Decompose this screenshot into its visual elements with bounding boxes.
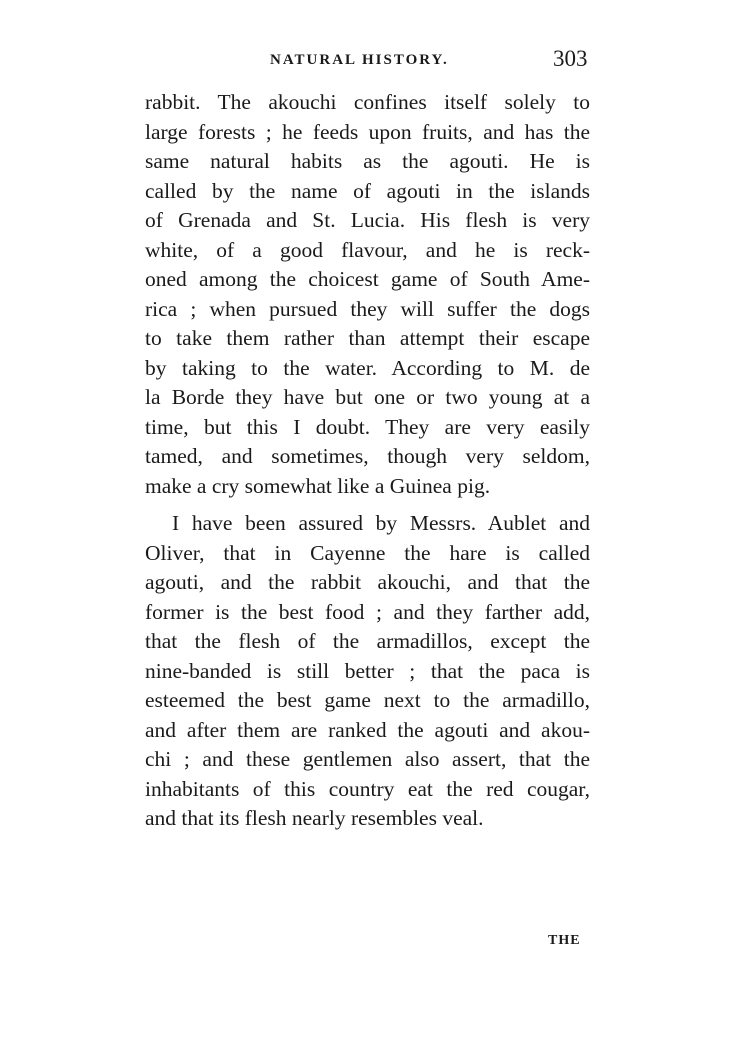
- text-line: and after them are ranked the agouti and akou-: [145, 717, 590, 742]
- text-line: former is the best food ; and they farther add,: [145, 599, 590, 624]
- text-line: la Borde they have but one or two young at a: [145, 385, 590, 409]
- text-line: called by the name of agouti in the islands: [145, 178, 590, 203]
- paragraph-gap: [145, 501, 590, 509]
- text-line: of Grenada and St. Lucia. His flesh is very: [145, 208, 590, 232]
- text-line: large forests ; he feeds upon fruits, and has the: [145, 119, 590, 144]
- text-line: white, of a good flavour, and he is reck-: [145, 237, 590, 262]
- text-line: time, but this I doubt. They are very easily: [145, 414, 590, 439]
- text-line: same natural habits as the agouti. He is: [145, 149, 590, 173]
- text-line: and that its flesh nearly resembles veal.: [145, 806, 484, 830]
- text-line: that the flesh of the armadillos, except the: [145, 629, 590, 653]
- body-text: [145, 88, 590, 834]
- text-line: make a cry somewhat like a Guinea pig.: [145, 473, 491, 498]
- running-head: NATURAL HISTORY.: [270, 52, 449, 68]
- catchword: THE: [548, 933, 581, 948]
- text-line: Oliver, that in Cayenne the hare is called: [145, 540, 590, 565]
- text-line: I have been assured by Messrs. Aublet and: [172, 511, 590, 535]
- text-line: inhabitants of this country eat the red cougar,: [145, 776, 590, 801]
- text-line: to take them rather than attempt their escape: [145, 326, 590, 350]
- paragraph-1: [145, 88, 590, 501]
- page-number: 303: [553, 46, 588, 71]
- paragraph-2: [145, 509, 590, 834]
- text-line: agouti, and the rabbit akouchi, and that the: [145, 570, 590, 594]
- text-line: chi ; and these gentlemen also assert, that the: [145, 747, 590, 771]
- text-line: rica ; when pursued they will suffer the dogs: [145, 296, 590, 321]
- text-line: tamed, and sometimes, though very seldom,: [145, 444, 590, 468]
- text-line: by taking to the water. According to M. de: [145, 355, 590, 380]
- text-line: nine-banded is still better ; that the paca is: [145, 658, 590, 683]
- text-line: oned among the choicest game of South Ame-: [145, 267, 590, 291]
- text-line: esteemed the best game next to the armadillo,: [145, 688, 590, 712]
- text-line: rabbit. The akouchi confines itself solely to: [145, 90, 590, 114]
